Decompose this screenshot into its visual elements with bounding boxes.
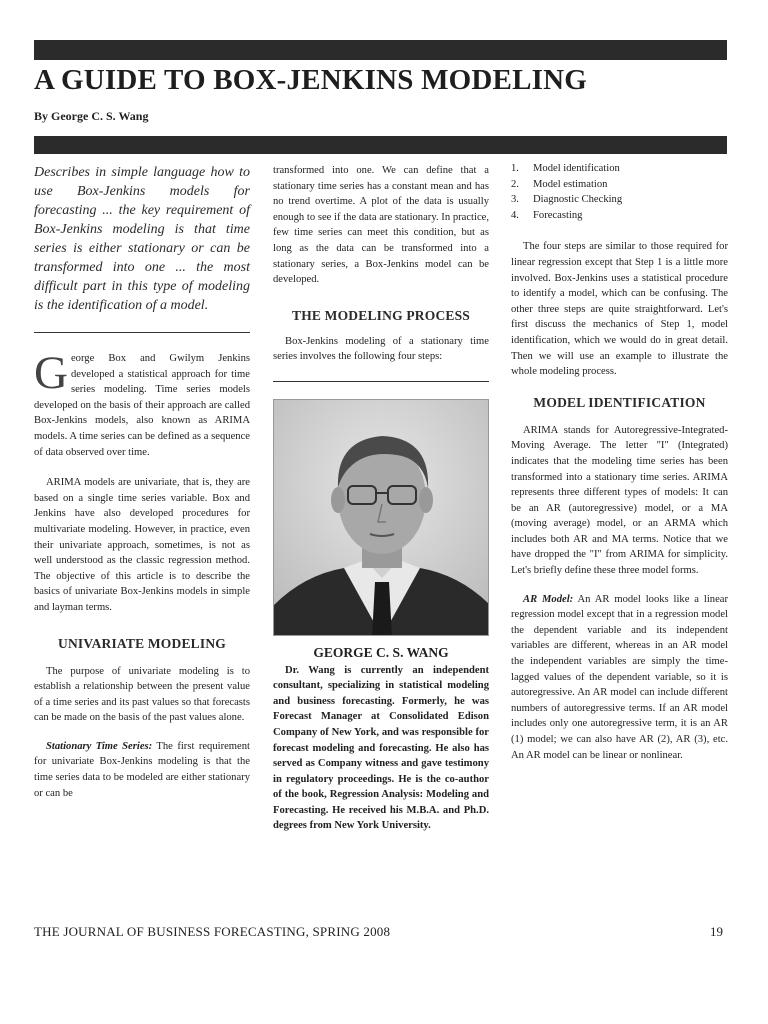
journal-footer: THE JOURNAL OF BUSINESS FORECASTING, SPRING 2008	[34, 924, 391, 939]
author-name: GEORGE C. S. WANG	[313, 644, 449, 660]
stationary-paragraph	[34, 739, 250, 801]
stationary-lead-in: Stationary Time Series:	[46, 740, 153, 752]
arima-paragraph: ARIMA stands for Autoregressive-Integrated-Moving Average. The letter "I" (Integrated) indicates that the modeling time series has been transformed into a stationary time series. ARIMA represents three different types of models: It can be an AR (autoregressive) model, or a MA (moving average) model, or an ARMA which includes both AR and MA terms. Notice that we have dropped the "I" from ARIMA for simplicity. Let's briefly define these three model forms.	[511, 424, 728, 577]
step-item: 1. Model identification	[511, 163, 620, 174]
ar-model-lead-in: AR Model:	[523, 593, 574, 605]
photo-divider	[273, 381, 489, 382]
intro-paragraph	[34, 347, 250, 460]
ar-model-paragraph	[511, 592, 728, 764]
article-title: A GUIDE TO BOX-JENKINS MODELING	[34, 64, 588, 96]
column-3	[511, 163, 728, 763]
column-2	[273, 163, 489, 834]
byline: By George C. S. Wang	[34, 109, 149, 123]
heading-model-identification: MODEL IDENTIFICATION	[533, 394, 706, 410]
title-bar-top	[34, 40, 727, 60]
author-portrait-image	[274, 400, 489, 636]
univariate-paragraph: ARIMA models are univariate, that is, they are based on a single time series variable. Box and Jenkins have also developed procedures for multivariate modeling. However, in practice, even their univariate approach, sometimes, is not as well understood as the classic regression method. The objective of this article is to describe the basics of univariate Box-Jenkins models in simple and layman terms.	[34, 477, 250, 613]
step-item: 4. Forecasting	[511, 209, 583, 221]
drop-cap: G	[34, 347, 68, 399]
stationary-text: The first requirement for univariate Box-Jenkins modeling is that the time series data to be modeled are either stationary or can be	[34, 740, 250, 799]
abstract-divider	[34, 332, 250, 333]
title-bar-bottom	[34, 136, 727, 154]
step-item: 2. Model estimation	[511, 178, 608, 190]
steps-intro-paragraph: Box-Jenkins modeling of a stationary time series involves the following four steps:	[273, 335, 489, 363]
ar-model-text: An AR model looks like a linear regression model except that in a regression model the dependent variable and its independent variables are different, whereas in an AR model the independent variables are simply the time-lagged values of the dependent variable, so it is autoregressive. An AR model can include different numbers of autoregressive terms. If an AR model includes only one autoregressive term, it is an AR (1) model; we can also have AR (2), AR (3), etc. An AR model can be linear or nonlinear.	[511, 593, 729, 761]
author-bio: Dr. Wang is currently an independent consultant, specializing in statistical modeling and business forecasting. Formerly, he was Forecast Manager at Consolidated Edison Company of New York, and was responsible for forecast modeling and forecasting. He also has served as Company witness and gave testimony in regulatory proceedings. He is the co-author of the book, Regression Analysis: Modeling and Forecasting. He received his M.B.A. and Ph.D. degrees from New York University.	[273, 664, 489, 832]
step-item: 3. Diagnostic Checking	[511, 194, 623, 206]
transform-paragraph: transformed into one. We can define that a stationary time series has a constant mean and has no trend overtime. A plot of the data is usually enough to see if the data are stationary. In practice, few time series can meet this condition, but as long as the data can be transformed into a stationary series, a Box-Jenkins model can be developed.	[273, 165, 489, 286]
purpose-paragraph: The purpose of univariate modeling is to establish a relationship between the present value of a time series and its past values so that forecasts can be made on the basis of the past values alone.	[34, 665, 250, 724]
steps-list	[511, 161, 728, 223]
heading-modeling-process: THE MODELING PROCESS	[291, 307, 471, 323]
column-1	[34, 163, 250, 801]
heading-univariate-modeling: UNIVARIATE MODELING	[58, 635, 226, 651]
abstract: Describes in simple language how to use Box-Jenkins models for forecasting ... the key requirement of Box-Jenkins modeling is that time series is either stationary or can be transformed into one ... the most difficult part in this type of modeling is the identification of a model.	[34, 165, 250, 313]
intro-text: eorge Box and Gwilym Jenkins developed a statistical approach for time series modeling. Time series models developed on the basis of their approach are called Box-Jenkins models, also known as ARIMA models. A time series can be defined as a sequence of data observed over time.	[34, 353, 250, 458]
four-steps-paragraph: The four steps are similar to those required for linear regression except that Step 1 is a little more involved. Box-Jenkins uses a statistical procedure to identify a model, which can be confusing. The other three steps are quite straightforward. Let's first discuss the mechanics of Step 1, model identification, which we would do in great detail. Then we will use an example to illustrate the whole modeling process.	[511, 241, 728, 378]
page-number: 19	[710, 924, 723, 939]
author-photo	[273, 399, 489, 636]
